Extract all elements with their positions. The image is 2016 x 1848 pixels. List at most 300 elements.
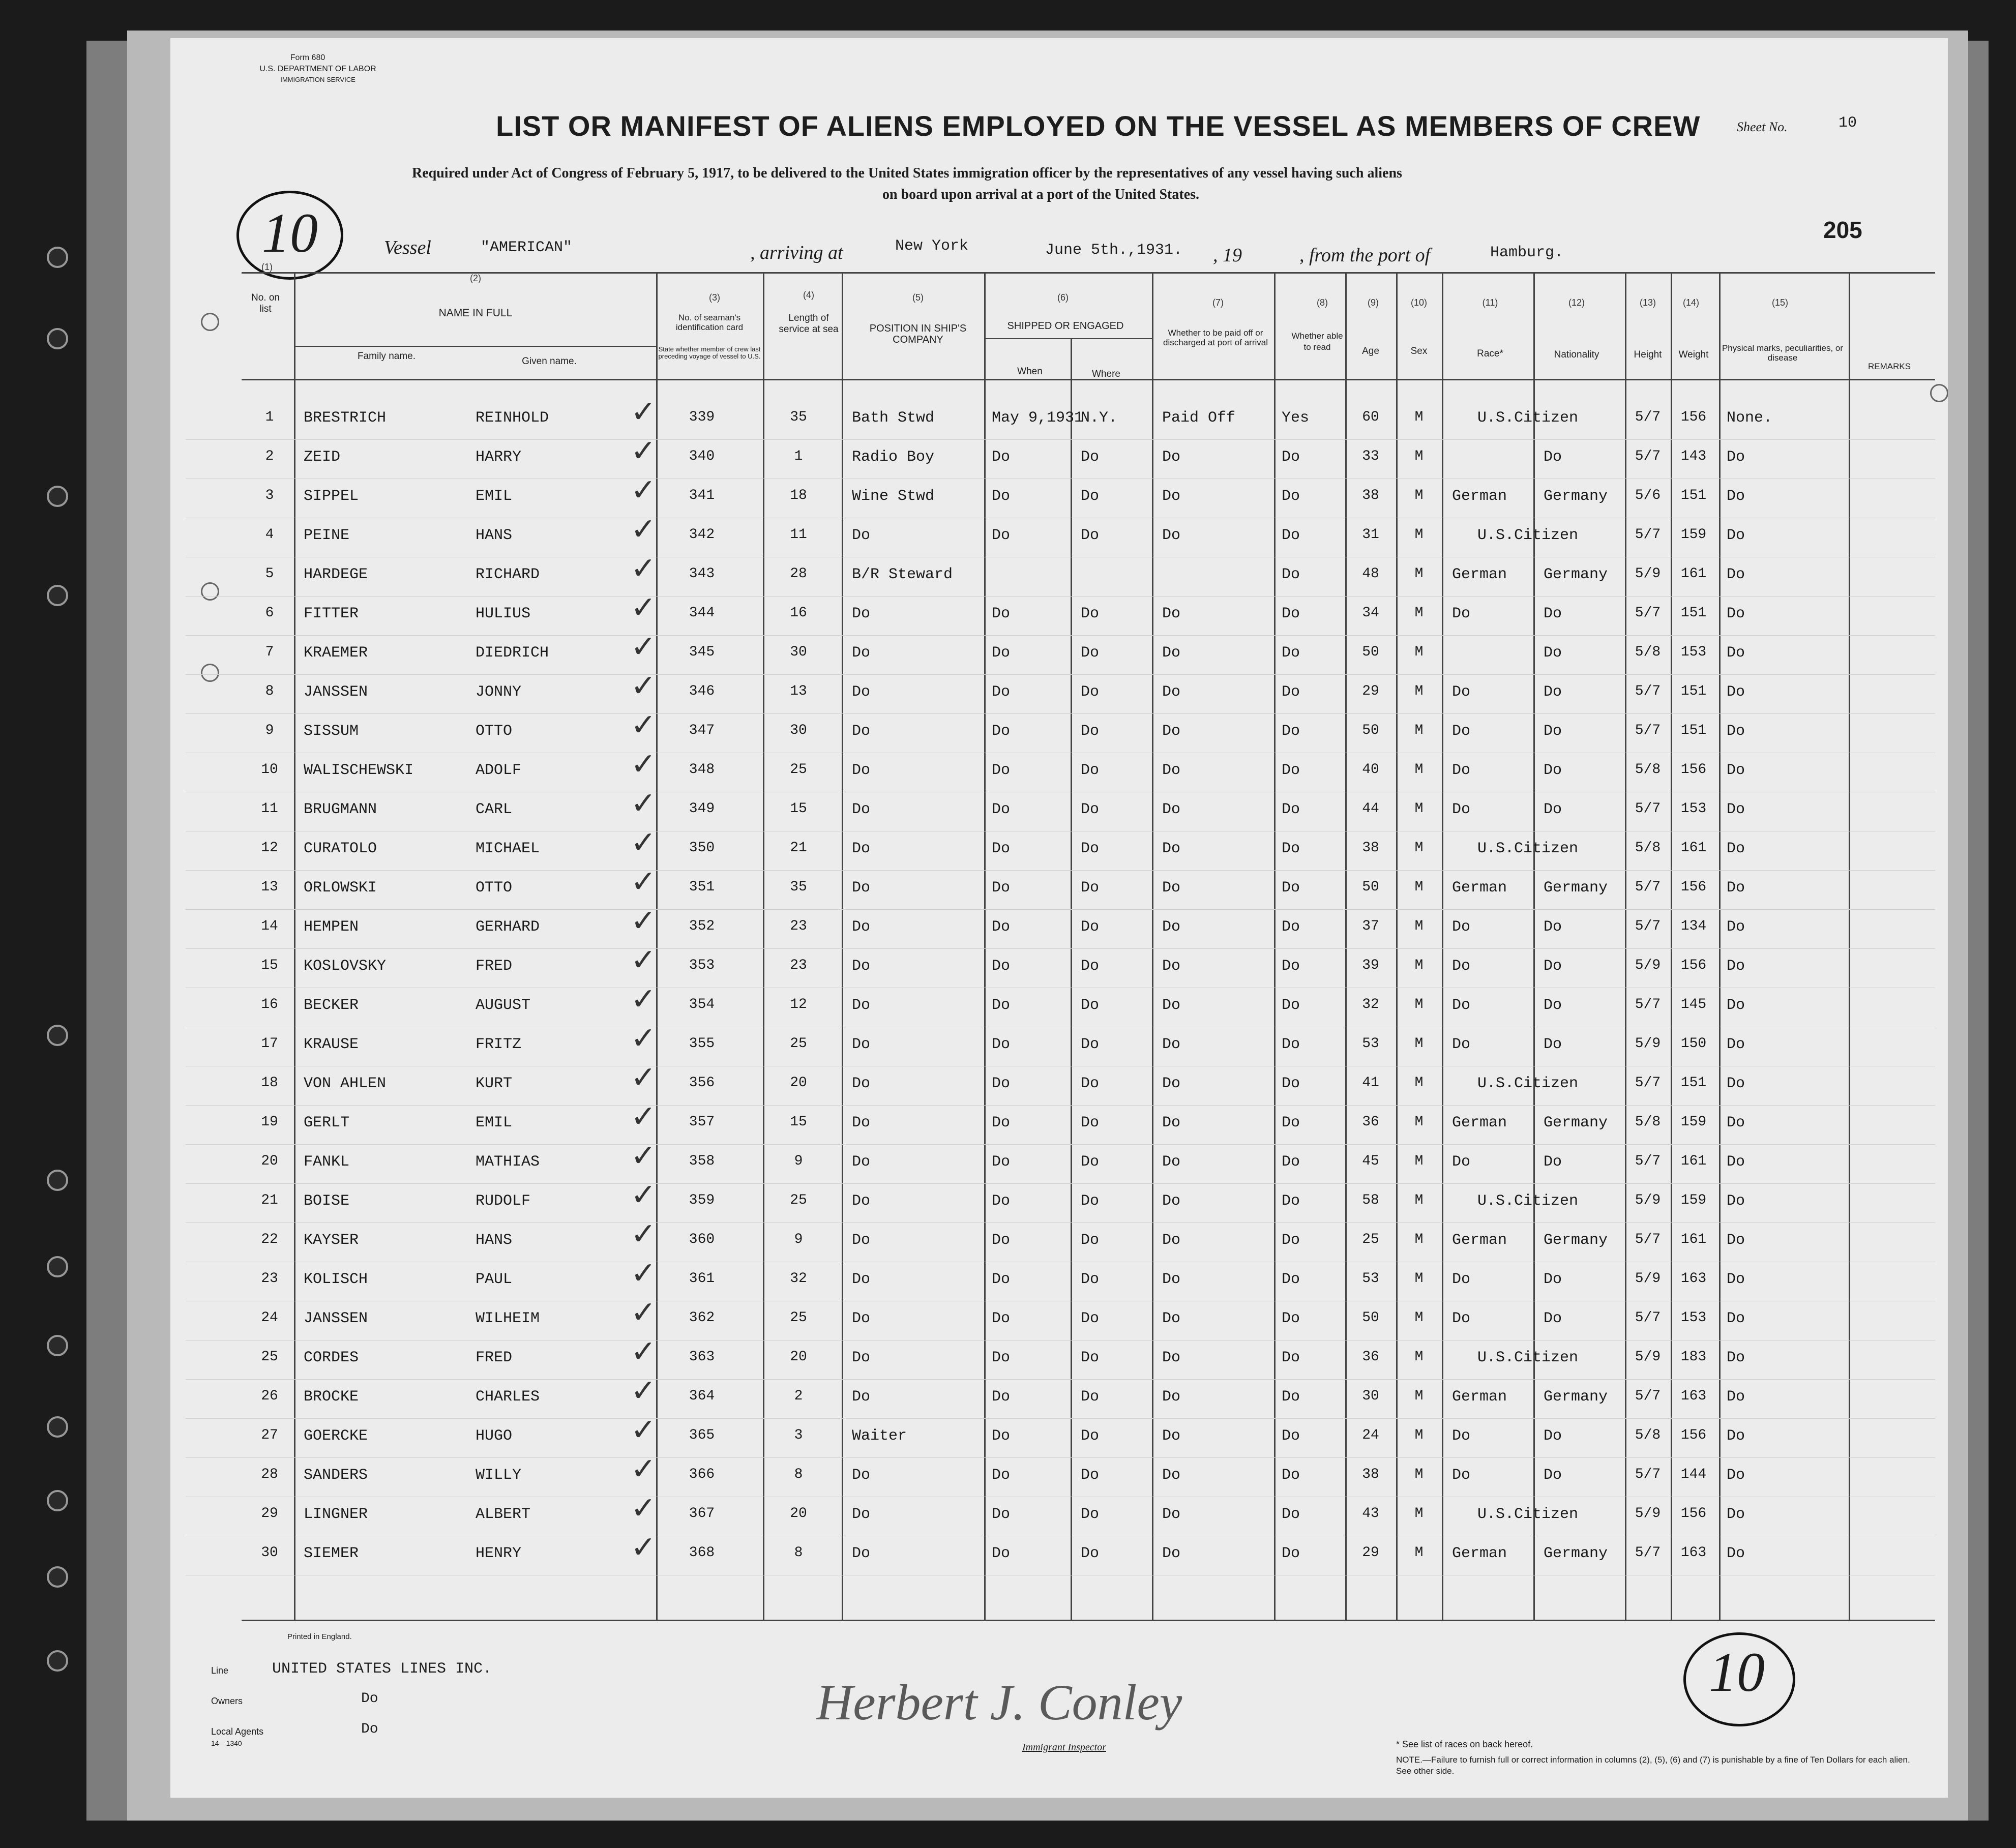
age: 53 — [1362, 1271, 1379, 1287]
family-name: KAYSER — [304, 1232, 359, 1249]
check-mark-icon: ✓ — [631, 981, 657, 1017]
length-of-service: 25 — [790, 1036, 807, 1052]
race: German — [1452, 488, 1507, 505]
age: 53 — [1362, 1036, 1379, 1052]
family-name: SANDERS — [304, 1467, 368, 1484]
col-divider — [1849, 272, 1850, 1620]
height: 5/9 — [1635, 1506, 1661, 1522]
length-of-service: 13 — [790, 683, 807, 699]
circle-number-right-text: 10 — [1709, 1641, 1765, 1703]
able-to-read: Do — [1282, 449, 1300, 466]
length-of-service: 18 — [790, 488, 807, 503]
weight: 153 — [1680, 801, 1707, 817]
age: 43 — [1362, 1506, 1379, 1522]
given-name: HULIUS — [476, 605, 531, 622]
shipped-when: Do — [992, 1506, 1011, 1523]
row-number: 8 — [265, 683, 274, 699]
sex: M — [1414, 488, 1424, 503]
header-no-on-list: No. on list — [251, 292, 280, 314]
given-name: HANS — [476, 1232, 513, 1249]
col-num-14: (14) — [1682, 297, 1699, 308]
from-port-label: , from the port of — [1299, 245, 1431, 266]
given-name: RICHARD — [476, 566, 540, 583]
check-mark-icon: ✓ — [631, 512, 657, 547]
id-card-number: 367 — [689, 1506, 715, 1522]
length-of-service: 15 — [790, 801, 807, 817]
shipped-where: Do — [1081, 1427, 1100, 1445]
age: 36 — [1362, 1114, 1379, 1130]
row-number: 5 — [265, 566, 274, 582]
check-mark-icon: ✓ — [631, 786, 657, 821]
paid-off: Do — [1162, 1545, 1181, 1562]
shipped-where: Do — [1081, 723, 1100, 740]
race: Do — [1452, 997, 1471, 1014]
height: 5/8 — [1635, 1114, 1661, 1130]
sex: M — [1414, 918, 1424, 934]
family-name: FITTER — [304, 605, 359, 622]
weight: 159 — [1680, 1193, 1707, 1208]
able-to-read: Do — [1282, 644, 1300, 662]
check-mark-icon: ✓ — [631, 1138, 657, 1174]
paid-off: Do — [1162, 488, 1181, 505]
position: Do — [852, 1545, 871, 1562]
physical-marks: Do — [1727, 997, 1745, 1014]
shipped-when: Do — [992, 1388, 1011, 1406]
form-number: Form 680 — [290, 53, 325, 62]
col-num-2: (2) — [470, 273, 481, 283]
sex: M — [1414, 723, 1424, 738]
sex: M — [1414, 527, 1424, 543]
id-card-number: 340 — [689, 449, 715, 464]
page-subtitle-line2: on board upon arrival at a port of the United States. — [882, 187, 1200, 202]
weight: 151 — [1680, 488, 1707, 503]
race: German — [1452, 1232, 1507, 1249]
given-name: FRED — [476, 958, 513, 975]
row-number: 6 — [265, 605, 274, 621]
shipped-where: Do — [1081, 1349, 1100, 1366]
physical-marks: Do — [1727, 958, 1745, 975]
height: 5/7 — [1635, 1467, 1661, 1482]
check-mark-icon: ✓ — [631, 472, 657, 508]
height: 5/7 — [1635, 879, 1661, 895]
id-card-number: 368 — [689, 1545, 715, 1561]
paid-off: Do — [1162, 1467, 1181, 1484]
col-num-5: (5) — [912, 292, 924, 303]
length-of-service: 20 — [790, 1506, 807, 1522]
header-nationality: Nationality — [1554, 349, 1599, 360]
nationality: Do — [1544, 801, 1562, 818]
id-card-number: 347 — [689, 723, 715, 738]
shipped-where: Do — [1081, 488, 1100, 505]
shipped-where: Do — [1081, 1153, 1100, 1171]
physical-marks: Do — [1727, 1075, 1745, 1092]
weight: 156 — [1680, 762, 1707, 778]
sex: M — [1414, 566, 1424, 582]
able-to-read: Do — [1282, 879, 1300, 897]
height: 5/7 — [1635, 1232, 1661, 1247]
able-to-read: Do — [1282, 997, 1300, 1014]
weight: 151 — [1680, 605, 1707, 621]
col-num-11: (11) — [1482, 297, 1498, 308]
check-mark-icon: ✓ — [631, 1412, 657, 1448]
header-physical-marks: Physical marks, peculiarities, or disease — [1722, 343, 1844, 363]
id-card-number: 358 — [689, 1153, 715, 1169]
given-name: EMIL — [476, 488, 513, 505]
position: Do — [852, 1075, 871, 1092]
height: 5/8 — [1635, 762, 1661, 778]
header-id-card-note: State whether member of crew last preceding voyage of vessel to U.S. — [658, 345, 761, 360]
id-card-number: 355 — [689, 1036, 715, 1052]
length-of-service: 9 — [794, 1232, 803, 1247]
row-number: 23 — [261, 1271, 278, 1287]
sex: M — [1414, 762, 1424, 778]
paid-off: Do — [1162, 449, 1181, 466]
able-to-read: Do — [1282, 723, 1300, 740]
nationality: Do — [1544, 644, 1562, 662]
physical-marks: Do — [1727, 1467, 1745, 1484]
header-name-in-full: NAME IN FULL — [438, 307, 513, 319]
col-num-3: (3) — [709, 292, 720, 303]
sex: M — [1414, 683, 1424, 699]
nationality: Do — [1544, 1467, 1562, 1484]
height: 5/7 — [1635, 1388, 1661, 1404]
position: Bath Stwd — [852, 409, 935, 427]
shipped-where: Do — [1081, 644, 1100, 662]
shipped-where: Do — [1081, 879, 1100, 897]
shipped-where: Do — [1081, 527, 1100, 544]
race: Do — [1452, 1427, 1471, 1445]
weight: 150 — [1680, 1036, 1707, 1052]
shipped-when: Do — [992, 1232, 1011, 1249]
header-where: Where — [1092, 369, 1120, 379]
shipped-when: Do — [992, 1545, 1011, 1562]
sex: M — [1414, 879, 1424, 895]
id-card-number: 364 — [689, 1388, 715, 1404]
weight: 144 — [1680, 1467, 1707, 1482]
paid-off: Do — [1162, 958, 1181, 975]
given-name: AUGUST — [476, 997, 531, 1014]
height: 5/7 — [1635, 605, 1661, 621]
given-name: CHARLES — [476, 1388, 540, 1406]
family-name: SIPPEL — [304, 488, 359, 505]
weight: 161 — [1680, 566, 1707, 582]
weight: 161 — [1680, 840, 1707, 856]
given-name: HARRY — [476, 449, 522, 466]
shipped-where: Do — [1081, 1075, 1100, 1092]
nationality: U.S.Citizen — [1477, 1349, 1579, 1366]
able-to-read: Do — [1282, 918, 1300, 936]
paid-off: Paid Off — [1162, 409, 1236, 427]
nationality: Do — [1544, 958, 1562, 975]
length-of-service: 8 — [794, 1467, 803, 1482]
position: Do — [852, 1349, 871, 1366]
height: 5/8 — [1635, 644, 1661, 660]
binder-hole — [47, 1256, 68, 1277]
height: 5/7 — [1635, 1310, 1661, 1326]
race: Do — [1452, 762, 1471, 779]
id-card-number: 354 — [689, 997, 715, 1012]
sex: M — [1414, 449, 1424, 464]
age: 48 — [1362, 566, 1379, 582]
shipped-where: Do — [1081, 1310, 1100, 1327]
binder-hole — [47, 1025, 68, 1046]
check-mark-icon: ✓ — [631, 864, 657, 900]
shipped-when: Do — [992, 1193, 1011, 1210]
row-rule — [186, 1183, 1935, 1184]
length-of-service: 20 — [790, 1349, 807, 1365]
age: 34 — [1362, 605, 1379, 621]
col-divider — [763, 272, 764, 1620]
row-number: 14 — [261, 918, 278, 934]
able-to-read: Do — [1282, 1153, 1300, 1171]
row-number: 30 — [261, 1545, 278, 1561]
length-of-service: 2 — [794, 1388, 803, 1404]
position: Do — [852, 762, 871, 779]
row-rule — [186, 439, 1935, 440]
given-name: EMIL — [476, 1114, 513, 1131]
length-of-service: 21 — [790, 840, 807, 856]
manifest-sheet — [170, 38, 1948, 1798]
race: Do — [1452, 1153, 1471, 1171]
race: German — [1452, 1114, 1507, 1131]
col-divider — [1071, 338, 1072, 1620]
row-number: 3 — [265, 488, 274, 503]
length-of-service: 20 — [790, 1075, 807, 1091]
position: Do — [852, 1153, 871, 1171]
race: Do — [1452, 1310, 1471, 1327]
length-of-service: 3 — [794, 1427, 803, 1443]
able-to-read: Do — [1282, 1193, 1300, 1210]
row-number: 9 — [265, 723, 274, 738]
shipped-where: Do — [1081, 997, 1100, 1014]
race: Do — [1452, 723, 1471, 740]
check-mark-icon: ✓ — [631, 629, 657, 665]
col-divider — [1396, 272, 1398, 1620]
nationality: Do — [1544, 723, 1562, 740]
paid-off: Do — [1162, 1388, 1181, 1406]
binder-hole — [47, 328, 68, 349]
given-name: ADOLF — [476, 762, 522, 779]
col-num-1: (1) — [261, 262, 273, 272]
check-mark-icon: ✓ — [631, 747, 657, 782]
nationality: U.S.Citizen — [1477, 1075, 1579, 1092]
position: Do — [852, 683, 871, 701]
binder-hole — [47, 486, 68, 507]
shipped-when: Do — [992, 527, 1011, 544]
col-num-4: (4) — [803, 290, 814, 300]
header-position: POSITION IN SHIP'S COMPANY — [869, 323, 967, 345]
vessel-name: "AMERICAN" — [481, 239, 573, 256]
shipped-when: Do — [992, 840, 1011, 857]
nationality: Do — [1544, 1310, 1562, 1327]
row-rule — [186, 870, 1935, 871]
position: Do — [852, 1388, 871, 1406]
nationality: Do — [1544, 1271, 1562, 1288]
check-mark-icon: ✓ — [631, 825, 657, 860]
weight: 163 — [1680, 1271, 1707, 1287]
height: 5/7 — [1635, 1075, 1661, 1091]
nationality: Do — [1544, 997, 1562, 1014]
weight: 134 — [1680, 918, 1707, 934]
length-of-service: 12 — [790, 997, 807, 1012]
shipped-when: May 9,1931 — [992, 409, 1084, 427]
paid-off: Do — [1162, 723, 1181, 740]
sex: M — [1414, 409, 1424, 425]
nationality: Germany — [1544, 488, 1608, 505]
age: 37 — [1362, 918, 1379, 934]
check-mark-icon: ✓ — [631, 1060, 657, 1095]
row-rule — [186, 713, 1935, 714]
row-number: 26 — [261, 1388, 278, 1404]
able-to-read: Do — [1282, 1545, 1300, 1562]
length-of-service: 25 — [790, 1193, 807, 1208]
row-number: 12 — [261, 840, 278, 856]
nationality: Germany — [1544, 879, 1608, 897]
able-to-read: Do — [1282, 527, 1300, 544]
col-divider — [1345, 272, 1347, 1620]
age: 32 — [1362, 997, 1379, 1012]
physical-marks: Do — [1727, 1506, 1745, 1523]
physical-marks: Do — [1727, 840, 1745, 857]
family-name: KRAEMER — [304, 644, 368, 662]
shipped-when: Do — [992, 1036, 1011, 1053]
row-number: 10 — [261, 762, 278, 778]
position: Radio Boy — [852, 449, 935, 466]
age: 25 — [1362, 1232, 1379, 1247]
able-to-read: Do — [1282, 762, 1300, 779]
row-rule — [186, 909, 1935, 910]
check-mark-icon: ✓ — [631, 551, 657, 586]
given-name: FRED — [476, 1349, 513, 1366]
weight: 163 — [1680, 1545, 1707, 1561]
row-rule — [186, 635, 1935, 636]
family-name: JANSSEN — [304, 683, 368, 701]
nationality: Germany — [1544, 1388, 1608, 1406]
height: 5/7 — [1635, 801, 1661, 817]
family-name: SISSUM — [304, 723, 359, 740]
position: Do — [852, 879, 871, 897]
position: B/R Steward — [852, 566, 953, 583]
weight: 156 — [1680, 1427, 1707, 1443]
col-num-13: (13) — [1639, 297, 1656, 308]
height: 5/9 — [1635, 1193, 1661, 1208]
length-of-service: 16 — [790, 605, 807, 621]
check-mark-icon: ✓ — [631, 668, 657, 704]
row-rule — [186, 674, 1935, 675]
physical-marks: Do — [1727, 1349, 1745, 1366]
row-number: 29 — [261, 1506, 278, 1522]
shipped-when: Do — [992, 1349, 1011, 1366]
check-mark-icon: ✓ — [631, 590, 657, 625]
binder-hole — [47, 1335, 68, 1356]
check-mark-icon: ✓ — [631, 1295, 657, 1330]
binder-hole — [47, 1416, 68, 1438]
height: 5/9 — [1635, 566, 1661, 582]
check-mark-icon: ✓ — [631, 707, 657, 743]
sex: M — [1414, 1310, 1424, 1326]
arriving-label: , arriving at — [750, 242, 843, 263]
shipped-where: Do — [1081, 605, 1100, 622]
shipped-where: Do — [1081, 1388, 1100, 1406]
physical-marks: Do — [1727, 762, 1745, 779]
family-name: VON AHLEN — [304, 1075, 387, 1092]
row-number: 1 — [265, 409, 274, 425]
given-name: KURT — [476, 1075, 513, 1092]
paid-off: Do — [1162, 1193, 1181, 1210]
header-race: Race* — [1477, 348, 1503, 359]
header-sex: Sex — [1410, 346, 1428, 356]
header-remarks: REMARKS — [1867, 362, 1911, 371]
age: 60 — [1362, 409, 1379, 425]
col-num-6: (6) — [1057, 292, 1069, 303]
position: Do — [852, 1506, 871, 1523]
age: 33 — [1362, 449, 1379, 464]
binder-hole — [47, 1170, 68, 1191]
row-number: 27 — [261, 1427, 278, 1443]
sex: M — [1414, 1388, 1424, 1404]
id-card-number: 345 — [689, 644, 715, 660]
family-name: FANKL — [304, 1153, 350, 1171]
able-to-read: Do — [1282, 801, 1300, 818]
col-divider — [1152, 272, 1153, 1620]
row-number: 18 — [261, 1075, 278, 1091]
id-card-number: 348 — [689, 762, 715, 778]
physical-marks: None. — [1727, 409, 1773, 427]
height: 5/7 — [1635, 409, 1661, 425]
able-to-read: Do — [1282, 1232, 1300, 1249]
arrival-date: June 5th.,1931. — [1045, 242, 1183, 259]
row-rule — [186, 596, 1935, 597]
row-number: 11 — [261, 801, 278, 817]
paid-off: Do — [1162, 683, 1181, 701]
family-name: GERLT — [304, 1114, 350, 1131]
owners-value: Do — [361, 1691, 378, 1707]
able-to-read: Do — [1282, 1506, 1300, 1523]
family-name: BRESTRICH — [304, 409, 387, 427]
family-name: JANSSEN — [304, 1310, 368, 1327]
age: 31 — [1362, 527, 1379, 543]
shipped-when: Do — [992, 879, 1011, 897]
age: 50 — [1362, 644, 1379, 660]
binder-hole — [47, 247, 68, 268]
paid-off: Do — [1162, 1349, 1181, 1366]
sex: M — [1414, 1467, 1424, 1482]
col-num-9: (9) — [1368, 297, 1379, 308]
weight: 159 — [1680, 1114, 1707, 1130]
race: German — [1452, 566, 1507, 583]
position: Do — [852, 1114, 871, 1131]
sex: M — [1414, 840, 1424, 856]
paid-off: Do — [1162, 1114, 1181, 1131]
physical-marks: Do — [1727, 1545, 1745, 1562]
position: Do — [852, 801, 871, 818]
signature: Herbert J. Conley — [816, 1674, 1182, 1731]
col-divider — [1274, 272, 1276, 1620]
height: 5/7 — [1635, 527, 1661, 543]
position: Do — [852, 1310, 871, 1327]
check-mark-icon: ✓ — [631, 1334, 657, 1369]
row-number: 22 — [261, 1232, 278, 1247]
binder-hole — [47, 585, 68, 606]
shipped-when: Do — [992, 449, 1011, 466]
race: Do — [1452, 1271, 1471, 1288]
physical-marks: Do — [1727, 1193, 1745, 1210]
header-able-read: Whether able to read — [1291, 331, 1343, 352]
family-name: ZEID — [304, 449, 341, 466]
shipped-where: Do — [1081, 449, 1100, 466]
position: Do — [852, 644, 871, 662]
family-name: GOERCKE — [304, 1427, 368, 1445]
